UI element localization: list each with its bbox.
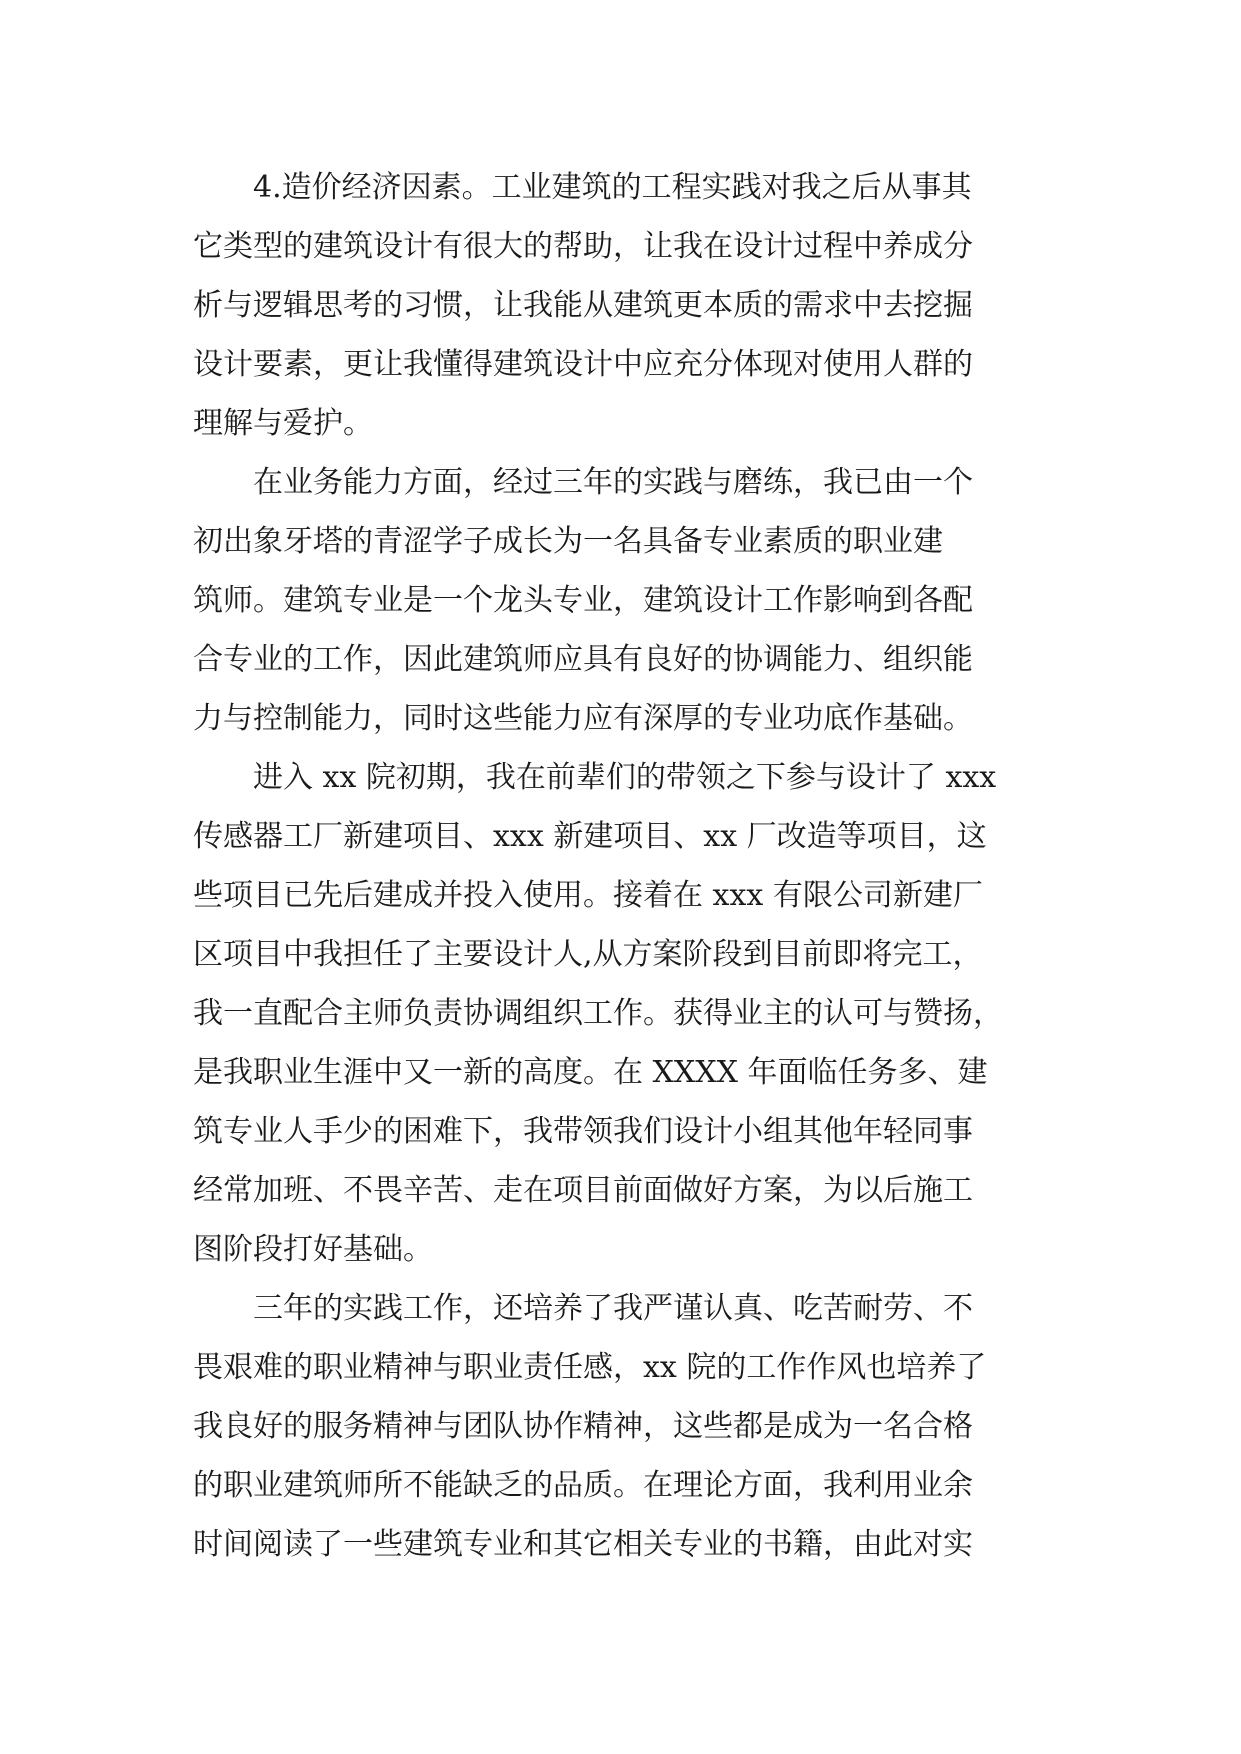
- text-line: 理解与爱护。: [193, 406, 373, 441]
- text-line: 进入 xx 院初期，我在前辈们的带领之下参与设计了 xxx: [253, 760, 997, 795]
- text-line: 力与控制能力，同时这些能力应有深厚的专业功底作基础。: [193, 701, 973, 736]
- text-line: 时间阅读了一些建筑专业和其它相关专业的书籍，由此对实: [193, 1527, 973, 1562]
- text-line: 合专业的工作，因此建筑师应具有良好的协调能力、组织能: [193, 642, 973, 677]
- text-line: 在业务能力方面，经过三年的实践与磨练，我已由一个: [253, 465, 973, 500]
- text-line: 我一直配合主师负责协调组织工作。获得业主的认可与赞扬，: [193, 996, 1003, 1031]
- text-line: 设计要素，更让我懂得建筑设计中应充分体现对使用人群的: [193, 347, 973, 382]
- text-line: 我良好的服务精神与团队协作精神，这些都是成为一名合格: [193, 1409, 973, 1444]
- text-line: 筑专业人手少的困难下，我带领我们设计小组其他年轻同事: [193, 1114, 973, 1149]
- text-line: 的职业建筑师所不能缺乏的品质。在理论方面，我利用业余: [193, 1468, 973, 1503]
- text-line: 筑师。建筑专业是一个龙头专业，建筑设计工作影响到各配: [193, 583, 973, 618]
- text-line: 它类型的建筑设计有很大的帮助，让我在设计过程中养成分: [193, 229, 973, 264]
- text-line: 是我职业生涯中又一新的高度。在 XXXX 年面临任务多、建: [193, 1055, 988, 1090]
- text-line: 析与逻辑思考的习惯，让我能从建筑更本质的需求中去挖掘: [193, 288, 973, 323]
- text-line: 畏艰难的职业精神与职业责任感，xx 院的工作作风也培养了: [193, 1350, 987, 1385]
- text-line: 区项目中我担任了主要设计人,从方案阶段到目前即将完工，: [193, 937, 983, 972]
- text-line: 图阶段打好基础。: [193, 1232, 433, 1267]
- text-line: 经常加班、不畏辛苦、走在项目前面做好方案，为以后施工: [193, 1173, 973, 1208]
- text-line: 传感器工厂新建项目、xxx 新建项目、xx 厂改造等项目，这: [193, 819, 987, 854]
- text-line: 些项目已先后建成并投入使用。接着在 xxx 有限公司新建厂: [193, 878, 983, 913]
- body-text: [193, 158, 1053, 1574]
- text-line: 三年的实践工作，还培养了我严谨认真、吃苦耐劳、不: [253, 1291, 973, 1326]
- text-line: 初出象牙塔的青涩学子成长为一名具备专业素质的职业建: [193, 524, 943, 559]
- text-line: 4.造价经济因素。工业建筑的工程实践对我之后从事其: [253, 170, 972, 205]
